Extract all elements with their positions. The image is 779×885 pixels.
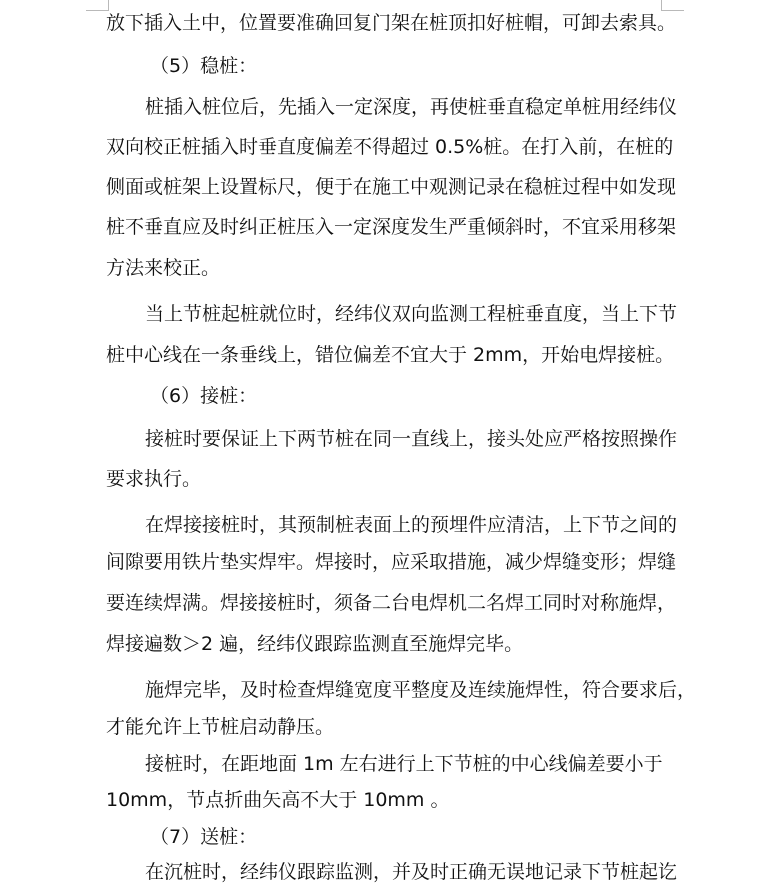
section-heading-7: （7）送桩： xyxy=(150,826,258,848)
text-line-17: 施焊完毕，及时检查焊缝宽度平整度及连续施焊性，符合要求后， xyxy=(145,679,697,701)
text-line-15: 要连续焊满。焊接接桩时，须备二台电焊机二名焊工同时对称施焊， xyxy=(106,592,677,614)
text-line-7: 方法来校正。 xyxy=(106,257,221,279)
section-heading-5: （5）稳桩： xyxy=(150,55,258,77)
text-line-19: 接桩时，在距地面 1m 左右进行上下节桩的中心线偏差要小于 xyxy=(145,753,663,775)
text-line-20: 10mm，节点折曲矢高不大于 10mm 。 xyxy=(106,789,450,811)
text-line-14: 间隙要用铁片垫实焊牢。焊接时，应采取措施，减少焊缝变形；焊缝 xyxy=(106,551,677,573)
text-line-8: 当上节桩起桩就位时，经纬仪双向监测工程桩垂直度，当上下节 xyxy=(145,303,678,325)
text-line-12: 要求执行。 xyxy=(106,468,202,490)
section-heading-6: （6）接桩： xyxy=(150,385,258,407)
text-line-11: 接桩时要保证上下两节桩在同一直线上，接头处应严格按照操作 xyxy=(145,428,678,450)
text-line-4: 双向校正桩插入时垂直度偏差不得超过 0.5%桩。在打入前，在桩的 xyxy=(106,136,674,158)
text-line-5: 侧面或桩架上设置标尺，便于在施工中观测记录在稳桩过程中如发现 xyxy=(106,176,677,198)
text-line-9: 桩中心线在一条垂线上，错位偏差不宜大于 2mm，开始电焊接桩。 xyxy=(106,344,675,366)
text-line-22: 在沉桩时，经纬仪跟踪监测，并及时正确无误地记录下节桩起讫 xyxy=(145,861,678,883)
text-line-13: 在焊接接桩时，其预制桩表面上的预埋件应清洁，上下节之间的 xyxy=(145,514,678,536)
text-line-3: 桩插入桩位后，先插入一定深度，再使桩垂直稳定单桩用经纬仪 xyxy=(145,96,678,118)
text-line-18: 才能允许上节桩启动静压。 xyxy=(106,716,335,738)
text-line-16: 焊接遍数＞2 遍，经纬仪跟踪监测直至施焊完毕。 xyxy=(106,633,524,655)
text-line-1: 放下插入土中，位置要准确回复门架在桩顶扣好桩帽，可卸去索具。 xyxy=(106,12,677,34)
text-line-6: 桩不垂直应及时纠正桩压入一定深度发生严重倾斜时，不宜采用移架 xyxy=(106,216,677,238)
